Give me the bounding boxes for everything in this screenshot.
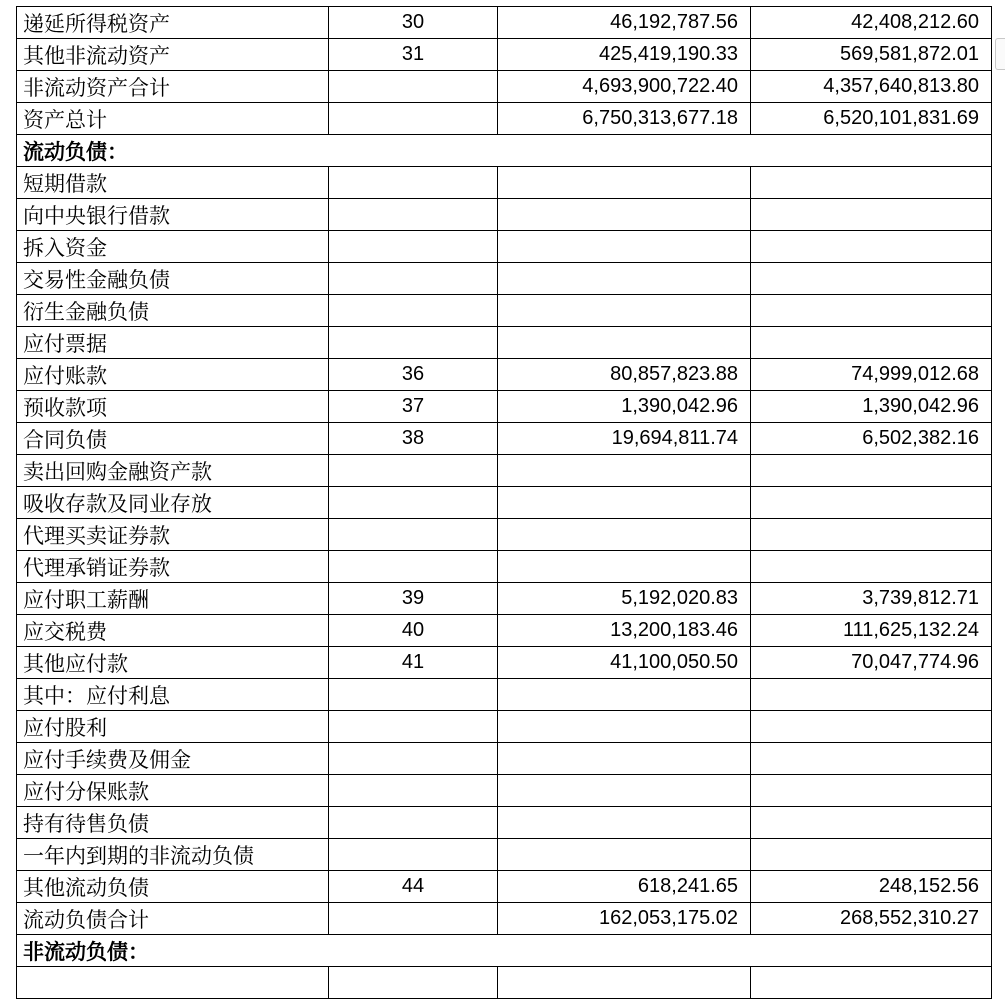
table-row — [17, 967, 992, 999]
period-end-amount: 19,694,811.74 — [498, 423, 751, 455]
note-number — [329, 231, 498, 263]
prior-period-amount — [751, 807, 992, 839]
line-item-label: 应付账款 — [17, 359, 329, 391]
prior-period-amount: 70,047,774.96 — [751, 647, 992, 679]
note-number — [329, 711, 498, 743]
note-number: 31 — [329, 39, 498, 71]
note-number: 44 — [329, 871, 498, 903]
section-header-row — [17, 935, 992, 967]
note-number — [329, 551, 498, 583]
table-row — [17, 487, 992, 519]
line-item-label: 一年内到期的非流动负债 — [17, 839, 329, 871]
table-row — [17, 519, 992, 551]
section-header-row — [17, 135, 992, 167]
note-number — [329, 903, 498, 935]
line-item-label: 应付手续费及佣金 — [17, 743, 329, 775]
prior-period-amount — [751, 455, 992, 487]
line-item-label: 应付职工薪酬 — [17, 583, 329, 615]
line-item-label: 短期借款 — [17, 167, 329, 199]
note-number — [329, 487, 498, 519]
prior-period-amount — [751, 775, 992, 807]
note-number — [329, 839, 498, 871]
note-number: 39 — [329, 583, 498, 615]
prior-period-amount — [751, 167, 992, 199]
note-number — [329, 103, 498, 135]
line-item-label: 交易性金融负债 — [17, 263, 329, 295]
period-end-amount — [498, 711, 751, 743]
line-item-label: 流动负债合计 — [17, 903, 329, 935]
table-row — [17, 295, 992, 327]
prior-period-amount: 268,552,310.27 — [751, 903, 992, 935]
prior-period-amount — [751, 839, 992, 871]
note-number — [329, 743, 498, 775]
prior-period-amount — [751, 551, 992, 583]
prior-period-amount: 42,408,212.60 — [751, 7, 992, 39]
period-end-amount — [498, 519, 751, 551]
table-row — [17, 615, 992, 647]
note-number — [329, 167, 498, 199]
period-end-amount: 13,200,183.46 — [498, 615, 751, 647]
prior-period-amount: 111,625,132.24 — [751, 615, 992, 647]
period-end-amount: 6,750,313,677.18 — [498, 103, 751, 135]
line-item-label: 递延所得税资产 — [17, 7, 329, 39]
line-item-label: 预收款项 — [17, 391, 329, 423]
period-end-amount: 41,100,050.50 — [498, 647, 751, 679]
period-end-amount — [498, 295, 751, 327]
note-number — [329, 455, 498, 487]
period-end-amount — [498, 807, 751, 839]
table-row — [17, 711, 992, 743]
line-item-label: 应交税费 — [17, 615, 329, 647]
prior-period-amount: 6,502,382.16 — [751, 423, 992, 455]
period-end-amount — [498, 487, 751, 519]
prior-period-amount — [751, 327, 992, 359]
line-item-label: 其他流动负债 — [17, 871, 329, 903]
line-item-label: 其他应付款 — [17, 647, 329, 679]
period-end-amount — [498, 839, 751, 871]
line-item-label: 向中央银行借款 — [17, 199, 329, 231]
line-item-label: 卖出回购金融资产款 — [17, 455, 329, 487]
table-row — [17, 583, 992, 615]
note-number — [329, 263, 498, 295]
prior-period-amount — [751, 295, 992, 327]
note-number — [329, 295, 498, 327]
balance-sheet-body — [17, 7, 992, 999]
table-row — [17, 647, 992, 679]
period-end-amount: 425,419,190.33 — [498, 39, 751, 71]
table-row — [17, 743, 992, 775]
note-number — [329, 775, 498, 807]
prior-period-amount: 248,152.56 — [751, 871, 992, 903]
note-number: 38 — [329, 423, 498, 455]
line-item-label: 衍生金融负债 — [17, 295, 329, 327]
prior-period-amount: 3,739,812.71 — [751, 583, 992, 615]
table-row — [17, 679, 992, 711]
table-row — [17, 71, 992, 103]
table-row — [17, 423, 992, 455]
line-item-label: 其他非流动资产 — [17, 39, 329, 71]
table-row — [17, 7, 992, 39]
table-row — [17, 327, 992, 359]
table-row — [17, 391, 992, 423]
note-number: 41 — [329, 647, 498, 679]
table-row — [17, 231, 992, 263]
line-item-label: 持有待售负债 — [17, 807, 329, 839]
period-end-amount: 46,192,787.56 — [498, 7, 751, 39]
section-header: 流动负债： — [17, 135, 992, 167]
note-number: 36 — [329, 359, 498, 391]
table-row — [17, 263, 992, 295]
prior-period-amount — [751, 519, 992, 551]
prior-period-amount — [751, 231, 992, 263]
note-number — [329, 71, 498, 103]
table-row — [17, 903, 992, 935]
note-number — [329, 199, 498, 231]
prior-period-amount — [751, 487, 992, 519]
table-row — [17, 551, 992, 583]
note-number — [329, 807, 498, 839]
prior-period-amount — [751, 679, 992, 711]
line-item-label: 应付股利 — [17, 711, 329, 743]
period-end-amount — [498, 263, 751, 295]
note-number: 37 — [329, 391, 498, 423]
prior-period-amount: 4,357,640,813.80 — [751, 71, 992, 103]
table-row — [17, 103, 992, 135]
table-row — [17, 807, 992, 839]
line-item-label: 应付票据 — [17, 327, 329, 359]
note-number — [329, 967, 498, 999]
table-row — [17, 167, 992, 199]
prior-period-amount: 74,999,012.68 — [751, 359, 992, 391]
period-end-amount: 4,693,900,722.40 — [498, 71, 751, 103]
prior-period-amount — [751, 263, 992, 295]
section-header: 非流动负债： — [17, 935, 992, 967]
note-number — [329, 679, 498, 711]
balance-sheet-table — [16, 6, 992, 999]
prior-period-amount — [751, 199, 992, 231]
prior-period-amount — [751, 711, 992, 743]
period-end-amount — [498, 455, 751, 487]
line-item-label: 资产总计 — [17, 103, 329, 135]
period-end-amount — [498, 167, 751, 199]
side-panel-tab[interactable] — [995, 38, 1005, 70]
period-end-amount — [498, 551, 751, 583]
line-item-label: 合同负债 — [17, 423, 329, 455]
period-end-amount — [498, 743, 751, 775]
line-item-label — [17, 967, 329, 999]
note-number — [329, 519, 498, 551]
prior-period-amount: 6,520,101,831.69 — [751, 103, 992, 135]
prior-period-amount: 1,390,042.96 — [751, 391, 992, 423]
line-item-label: 代理买卖证券款 — [17, 519, 329, 551]
line-item-label: 应付分保账款 — [17, 775, 329, 807]
table-row — [17, 39, 992, 71]
note-number: 40 — [329, 615, 498, 647]
note-number — [329, 327, 498, 359]
line-item-label: 其中：应付利息 — [17, 679, 329, 711]
period-end-amount: 618,241.65 — [498, 871, 751, 903]
period-end-amount: 162,053,175.02 — [498, 903, 751, 935]
period-end-amount: 5,192,020.83 — [498, 583, 751, 615]
period-end-amount: 80,857,823.88 — [498, 359, 751, 391]
period-end-amount — [498, 967, 751, 999]
period-end-amount — [498, 231, 751, 263]
period-end-amount — [498, 679, 751, 711]
line-item-label: 非流动资产合计 — [17, 71, 329, 103]
period-end-amount — [498, 327, 751, 359]
line-item-label: 拆入资金 — [17, 231, 329, 263]
prior-period-amount — [751, 967, 992, 999]
line-item-label: 吸收存款及同业存放 — [17, 487, 329, 519]
prior-period-amount — [751, 743, 992, 775]
table-row — [17, 871, 992, 903]
note-number: 30 — [329, 7, 498, 39]
period-end-amount: 1,390,042.96 — [498, 391, 751, 423]
table-row — [17, 775, 992, 807]
table-row — [17, 455, 992, 487]
table-row — [17, 359, 992, 391]
table-row — [17, 839, 992, 871]
prior-period-amount: 569,581,872.01 — [751, 39, 992, 71]
period-end-amount — [498, 775, 751, 807]
period-end-amount — [498, 199, 751, 231]
table-row — [17, 199, 992, 231]
line-item-label: 代理承销证券款 — [17, 551, 329, 583]
